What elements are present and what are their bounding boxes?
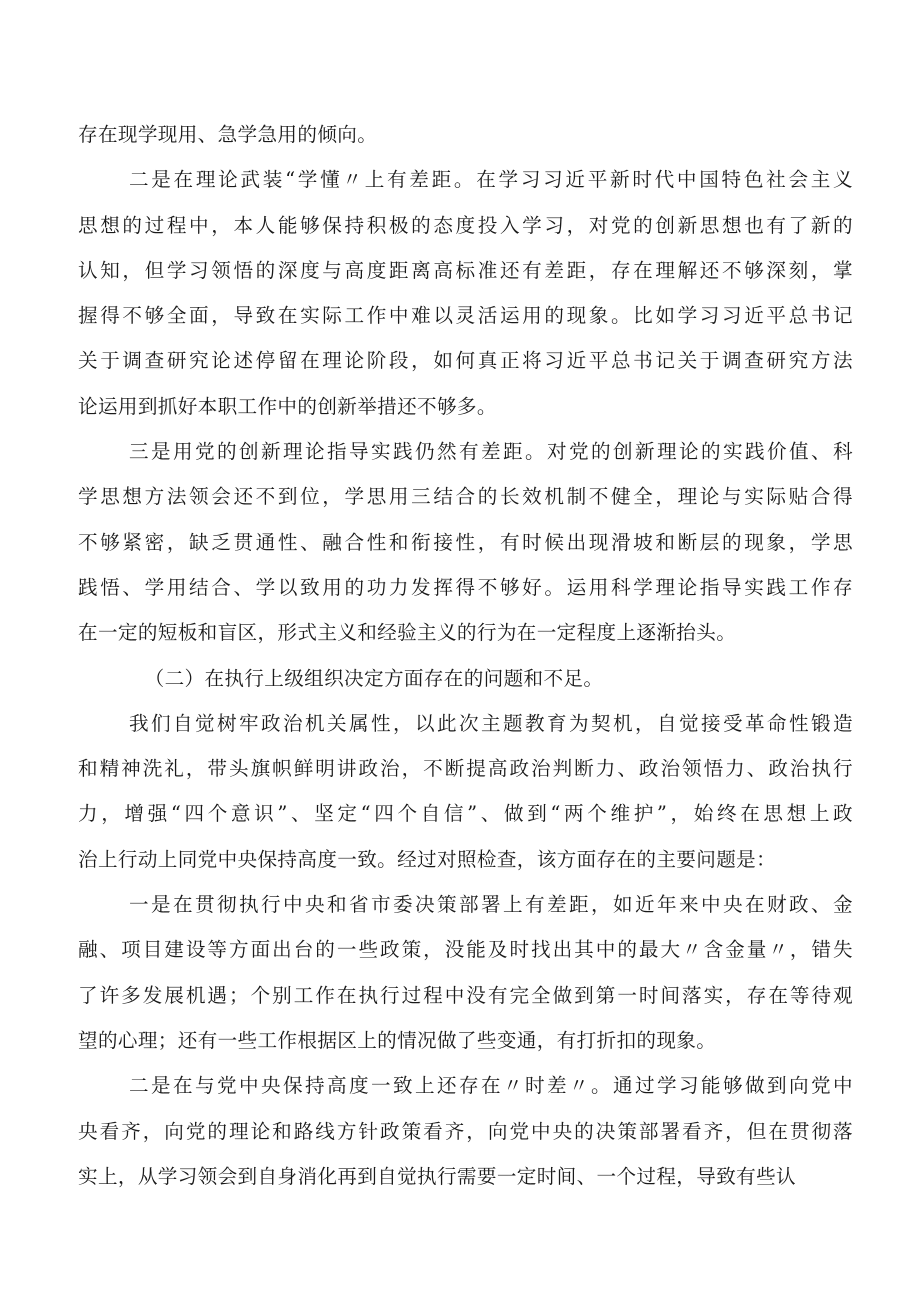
paragraph-p2 bbox=[78, 429, 853, 655]
text-line: 实上，从学习领会到自身消化再到自觉执行需要一定时间、一个过程，导致有些认 bbox=[78, 1164, 796, 1188]
text-line: 践悟、学用结合、学以致用的功力发挥得不够好。运用科学理论指导实践工作存 bbox=[78, 575, 853, 599]
paragraph-p4 bbox=[78, 701, 853, 882]
text-line: 思想的过程中，本人能够保持积极的态度投入学习，对党的创新思想也有了新的 bbox=[78, 213, 853, 237]
text-line: 和精神洗礼，带头旗帜鲜明讲政治，不断提高政治判断力、政治领悟力、政治执行 bbox=[78, 757, 853, 781]
text-line: 我们自觉树牢政治机关属性，以此次主题教育为契机，自觉接受革命性锻造 bbox=[128, 711, 853, 735]
text-line: 存在现学现用、急学急用的倾向。 bbox=[78, 123, 378, 146]
paragraph-p6 bbox=[78, 1063, 853, 1199]
text-line: 了许多发展机遇；个别工作在执行过程中没有完全做到第一时间落实，存在等待观 bbox=[78, 983, 853, 1007]
text-line: （二）在执行上级组织决定方面存在的问题和不足。 bbox=[144, 666, 604, 690]
text-line: 论运用到抓好本职工作中的创新举措还不够多。 bbox=[78, 394, 497, 418]
text-line: 一是在贯彻执行中央和省市委决策部署上有差距，如近年来中央在财政、金 bbox=[128, 893, 853, 917]
text-line: 央看齐，向党的理论和路线方针政策看齐，向党中央的决策部署看齐，但在贯彻落 bbox=[78, 1119, 853, 1143]
text-line: 学思想方法领会还不到位，学思用三结合的长效机制不健全，理论与实际贴合得 bbox=[78, 485, 853, 509]
text-line: 望的心理；还有一些工作根据区上的情况做了些变通，有打折扣的现象。 bbox=[78, 1028, 717, 1052]
text-line: 在一定的短板和盲区，形式主义和经验主义的行为在一定程度上逐渐抬头。 bbox=[78, 621, 737, 645]
document-page bbox=[78, 112, 853, 1199]
text-line: 三是用党的创新理论指导实践仍然有差距。对党的创新理论的实践价值、科 bbox=[128, 440, 853, 464]
text-line: 融、项目建设等方面出台的一些政策，没能及时找出其中的最大〃含金量〃，错失 bbox=[78, 938, 853, 962]
paragraph-p5 bbox=[78, 882, 853, 1063]
text-line: 关于调查研究论述停留在理论阶段，如何真正将习近平总书记关于调查研究方法 bbox=[78, 349, 853, 373]
text-line: 二是在与党中央保持高度一致上还存在〃时差〃。通过学习能够做到向党中 bbox=[128, 1074, 853, 1098]
text-line: 治上行动上同党中央保持高度一致。经过对照检查，该方面存在的主要问题是： bbox=[78, 847, 777, 871]
paragraph-p3 bbox=[78, 656, 853, 701]
text-line: 二是在理论武装“学懂〃上有差距。在学习习近平新时代中国特色社会主义 bbox=[128, 168, 853, 192]
text-line: 力，增强“四个意识”、坚定“四个自信”、做到“两个维护”，始终在思想上政 bbox=[78, 802, 853, 826]
text-line: 不够紧密，缺乏贯通性、融合性和衔接性，有时候出现滑坡和断层的现象，学思 bbox=[78, 530, 853, 554]
paragraph-p0 bbox=[78, 112, 853, 157]
text-line: 认知，但学习领悟的深度与高度距离高标准还有差距，存在理解还不够深刻，掌 bbox=[78, 258, 853, 282]
paragraph-p1 bbox=[78, 157, 853, 429]
text-line: 握得不够全面，导致在实际工作中难以灵活运用的现象。比如学习习近平总书记 bbox=[78, 304, 853, 328]
